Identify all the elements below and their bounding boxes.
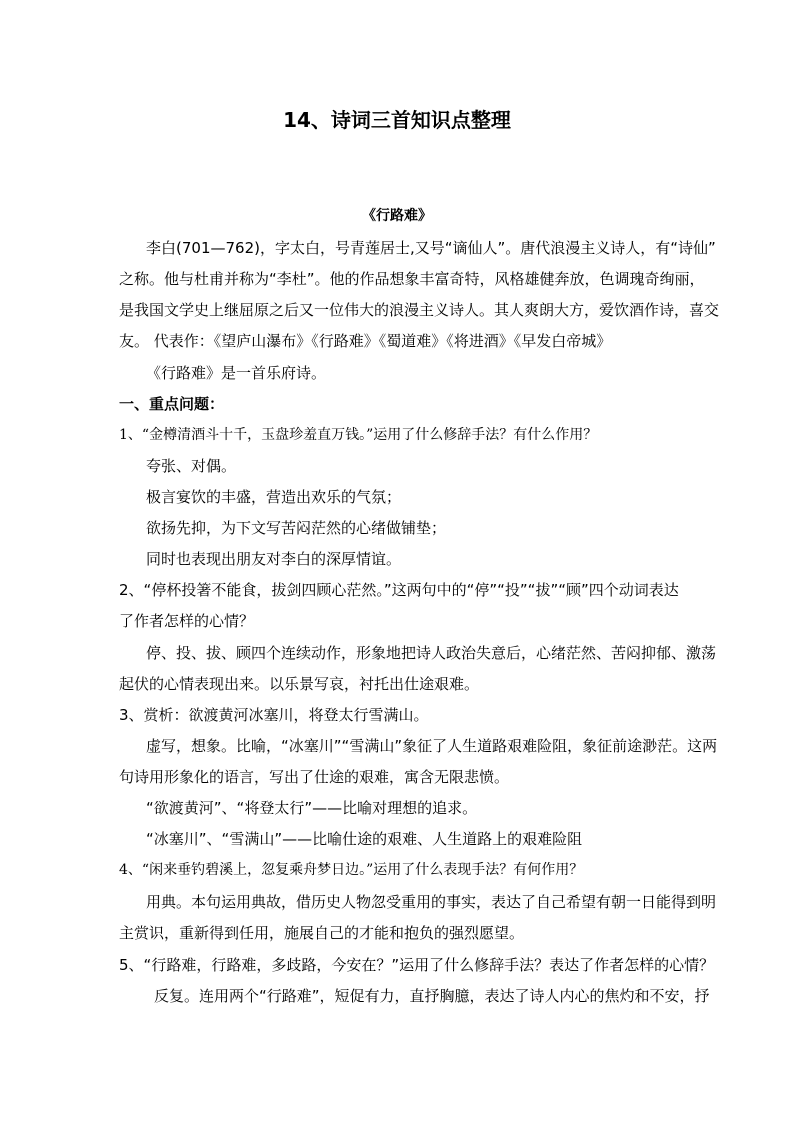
answer-line: “冰塞川”、“雪满山”——比喻仕途的艰难、人生道路上的艰难险阻 — [146, 830, 583, 848]
answer-line: 用典。本句运用典故，借历史人物忽受重用的事实，表达了自己希望有朝一日能得到明 — [146, 893, 717, 911]
answer-line: 停、投、拔、顾四个连续动作，形象地把诗人政治失意后，心绪茫然、苦闷抑郁、激荡 — [146, 644, 717, 662]
answer-line: 主赏识，重新得到任用，施展自己的才能和抱负的强烈愿望。 — [119, 924, 525, 942]
answer-line: 同时也表现出朋友对李白的深厚情谊。 — [146, 550, 402, 568]
question-5: 5、“行路难，行路难，多歧路，今安在？”运用了什么修辞手法？表达了作者怎样的心情？ — [119, 956, 715, 974]
answer-line: 起伏的心情表现出来。以乐景写哀，衬托出仕途艰难。 — [119, 675, 480, 693]
page-title: 14、诗词三首知识点整理 — [283, 108, 511, 132]
answer-line: 反复。连用两个“行路难”，短促有力，直抒胸臆，表达了诗人内心的焦灼和不安，抒 — [154, 987, 710, 1005]
intro-line: 友。 代表作：《望庐山瀑布》《行路难》《蜀道难》《将进酒》《早发白帝城》 — [119, 332, 612, 350]
answer-line: 欲扬先抑，为下文写苦闷茫然的心绪做铺垫； — [146, 519, 447, 537]
question-2: 2、“停杯投箸不能食，拔剑四顾心茫然。”这两句中的“停”“投”“拔”“顾”四个动词表达 — [119, 581, 679, 599]
question-2-cont: 了作者怎样的心情？ — [119, 612, 255, 630]
intro-line: 李白(701—762)，字太白，号青莲居士,又号“谪仙人”。唐代浪漫主义诗人，有“诗仙” — [146, 239, 716, 257]
question-4: 4、“闲来垂钓碧溪上，忽复乘舟梦日边。”运用了什么表现手法？有何作用？ — [119, 862, 584, 878]
poem-title: 《行路难》 — [362, 208, 432, 224]
answer-line: 夸张、对偶。 — [146, 457, 237, 475]
intro-line: 是我国文学史上继屈原之后又一位伟大的浪漫主义诗人。其人爽朗大方，爱饮酒作诗，喜交 — [119, 301, 720, 319]
question-3: 3、赏析：欲渡黄河冰塞川，将登太行雪满山。 — [119, 706, 429, 724]
section-heading: 一、重点问题： — [119, 395, 225, 413]
intro-line: 《行路难》是一首乐府诗。 — [146, 364, 327, 382]
intro-line: 之称。他与杜甫并称为“李杜”。他的作品想象丰富奇特，风格雄健奔放，色调瑰奇绚丽， — [119, 270, 705, 288]
question-1: 1、“金樽清酒斗十千，玉盘珍羞直万钱。”运用了什么修辞手法？有什么作用？ — [119, 427, 598, 443]
answer-line: 极言宴饮的丰盛，营造出欢乐的气氛； — [146, 488, 402, 506]
answer-line: 虚写，想象。比喻，“冰塞川”“雪满山”象征了人生道路艰难险阻，象征前途渺茫。这两 — [146, 737, 718, 755]
answer-line: 句诗用形象化的语言，写出了仕途的艰难，寓含无限悲愤。 — [119, 768, 510, 786]
answer-line: “欲渡黄河”、“将登太行”——比喻对理想的追求。 — [146, 799, 478, 817]
